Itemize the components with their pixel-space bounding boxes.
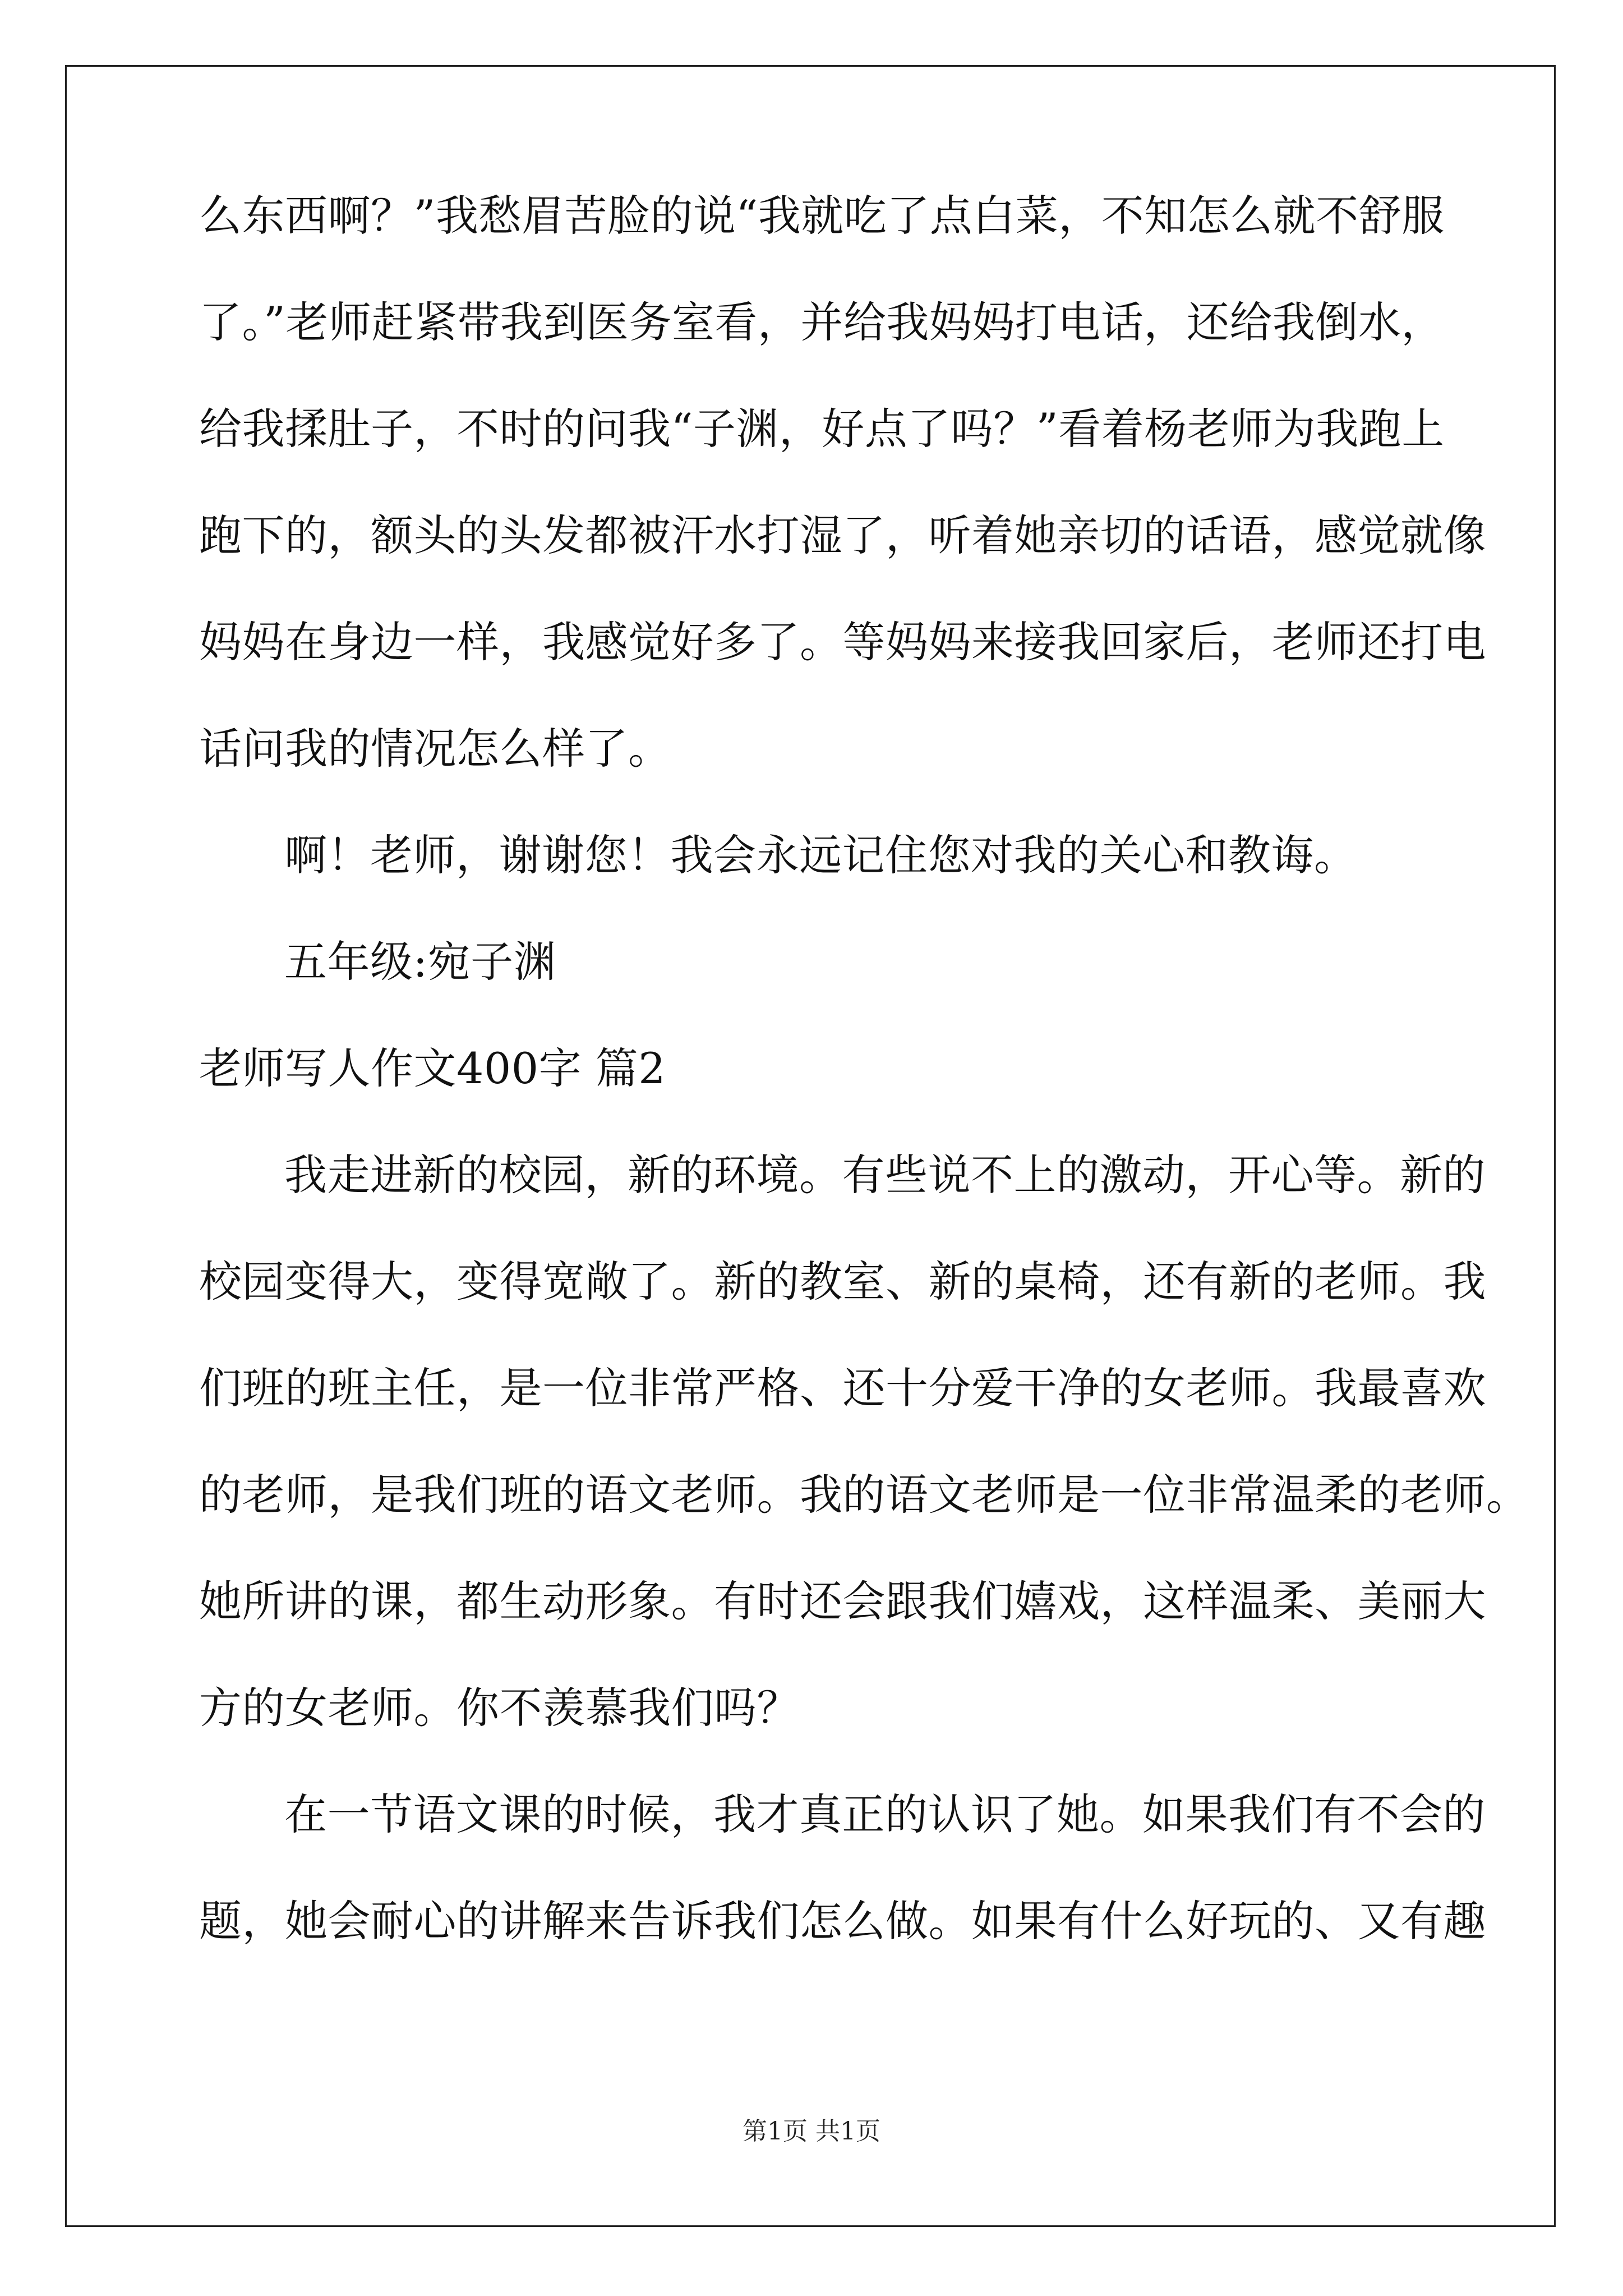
text-line: 题，她会耐心的讲解来告诉我们怎么做。如果有什么好玩的、又有趣 — [199, 1896, 1486, 1946]
text-line: 话问我的情况怎么样了。 — [199, 724, 671, 774]
text-line: 的老师，是我们班的语文老师。我的语文老师是一位非常温柔的老师。 — [199, 1470, 1529, 1520]
text-line: 么东西啊？”我愁眉苦脸的说“我就吃了点白菜，不知怎么就不舒服 — [199, 191, 1445, 241]
text-line: 们班的班主任，是一位非常严格、还十分爱干净的女老师。我最喜欢 — [199, 1363, 1486, 1413]
text-line: 她所讲的课，都生动形象。有时还会跟我们嬉戏，这样温柔、美丽大 — [199, 1576, 1486, 1626]
author-signature: 五年级:宛子渊 — [284, 937, 557, 987]
text-line: 校园变得大，变得宽敞了。新的教室、新的桌椅，还有新的老师。我 — [199, 1257, 1486, 1306]
text-line: 跑下的，额头的头发都被汗水打湿了，听着她亲切的话语，感觉就像 — [199, 510, 1486, 560]
page-number-footer: 第1页 共1页 — [743, 2117, 880, 2146]
paragraph-line: 在一节语文课的时候，我才真正的认识了她。如果我们有不会的 — [284, 1789, 1486, 1839]
text-line: 方的女老师。你不羡慕我们吗？ — [199, 1683, 800, 1733]
text-line: 了。”老师赶紧带我到医务室看，并给我妈妈打电话，还给我倒水， — [199, 297, 1444, 347]
section-heading: 老师写人作文400字 篇2 — [199, 1043, 666, 1093]
text-line: 妈妈在身边一样，我感觉好多了。等妈妈来接我回家后，老师还打电 — [199, 617, 1486, 667]
text-line: 给我揉肚子，不时的问我“子渊，好点了吗？”看着杨老师为我跑上 — [199, 404, 1445, 454]
paragraph-line: 我走进新的校园，新的环境。有些说不上的激动，开心等。新的 — [284, 1150, 1486, 1200]
paragraph-line: 啊！老师，谢谢您！我会永远记住您对我的关心和教诲。 — [284, 830, 1357, 880]
